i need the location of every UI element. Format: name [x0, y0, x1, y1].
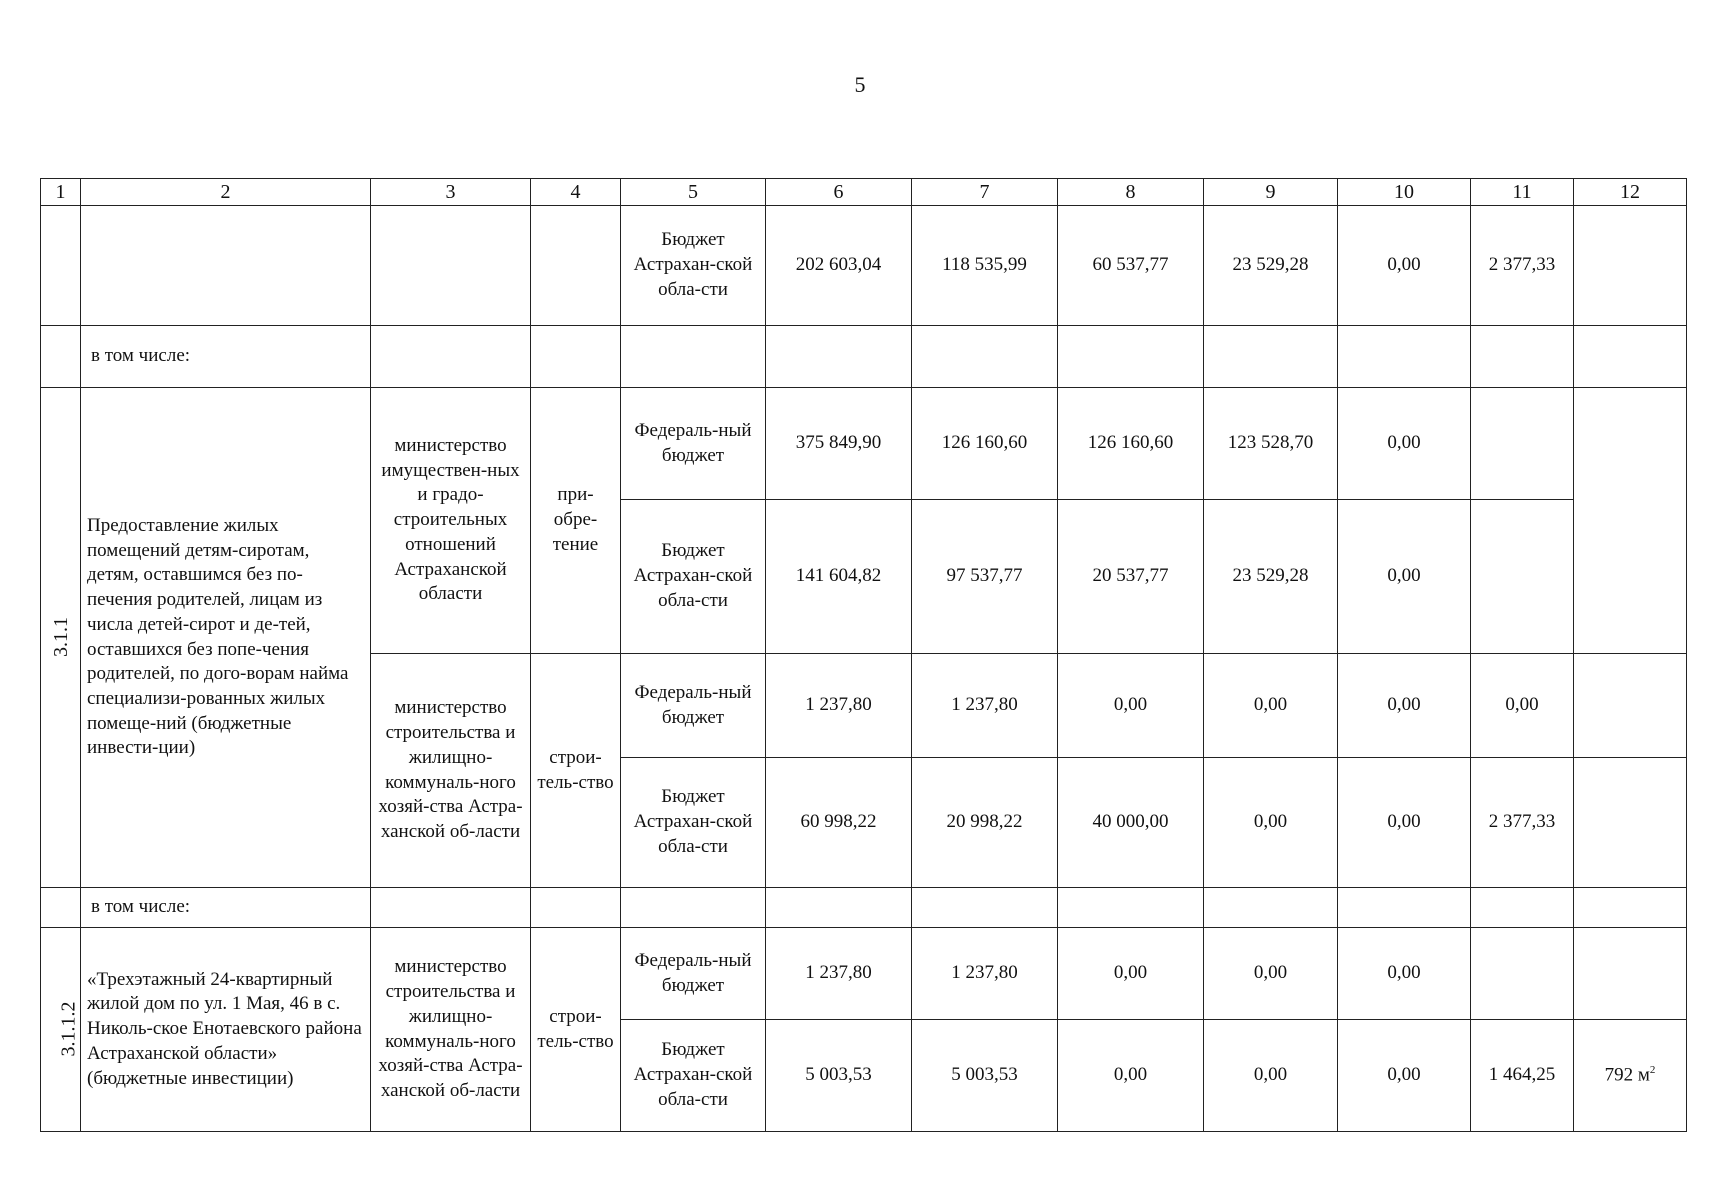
value-cell: [1471, 928, 1574, 1020]
funding-source-cell: Бюджет Астрахан-ской обла-сти: [621, 500, 766, 654]
activity-type-cell: при-обре-тение: [531, 388, 621, 654]
value-cell: 141 604,82: [766, 500, 912, 654]
page-number: 5: [854, 72, 866, 97]
value-cell: 0,00: [1338, 500, 1471, 654]
value-cell: 0,00: [1338, 206, 1471, 326]
funding-source-cell: Бюджет Астрахан-ской обла-сти: [621, 206, 766, 326]
item-number-cell: [41, 388, 81, 888]
value-cell: [1574, 206, 1687, 326]
column-number-row: [41, 179, 1687, 206]
executor-cell: министерство имуществен-ных и градо-строительных отношений Астраханской области: [371, 388, 531, 654]
funding-source-cell: Федераль-ный бюджет: [621, 654, 766, 758]
value-cell: 0,00: [1204, 758, 1338, 888]
value-cell: 202 603,04: [766, 206, 912, 326]
value-cell: 126 160,60: [912, 388, 1058, 500]
value-cell: 0,00: [1204, 928, 1338, 1020]
budget-table: [40, 178, 1687, 1132]
value-cell: [1471, 388, 1574, 500]
area-unit-superscript: 2: [1649, 1063, 1656, 1076]
value-cell: 60 998,22: [766, 758, 912, 888]
column-header: 12: [1574, 179, 1687, 206]
item-number-cell: [41, 928, 81, 1132]
value-cell: 0,00: [1338, 654, 1471, 758]
value-cell: [1574, 928, 1687, 1020]
table-row: [41, 388, 1687, 500]
column-header: 2: [81, 179, 371, 206]
value-cell: 0,00: [1058, 1020, 1204, 1132]
column-header: 3: [371, 179, 531, 206]
including-label: в том числе:: [81, 888, 371, 928]
value-cell: 1 237,80: [912, 654, 1058, 758]
column-header: 10: [1338, 179, 1471, 206]
column-header: 1: [41, 179, 81, 206]
value-cell: 40 000,00: [1058, 758, 1204, 888]
value-cell: 0,00: [1204, 654, 1338, 758]
area-cell: [1574, 1020, 1687, 1132]
item-number: 3.1.1.2: [57, 1001, 80, 1057]
value-cell: [1574, 654, 1687, 758]
table-row: [41, 928, 1687, 1020]
funding-source-cell: Федераль-ный бюджет: [621, 928, 766, 1020]
column-header: 4: [531, 179, 621, 206]
value-cell: 0,00: [1338, 758, 1471, 888]
activity-type-cell: строи-тель-ство: [531, 654, 621, 888]
item-number: 3.1.1: [50, 617, 72, 658]
value-cell: 23 529,28: [1204, 206, 1338, 326]
table-row: [41, 326, 1687, 388]
value-cell: 0,00: [1204, 1020, 1338, 1132]
column-header: 9: [1204, 179, 1338, 206]
value-cell: 97 537,77: [912, 500, 1058, 654]
item-title: Предоставление жилых помещений детям-сиротам, детям, оставшимся без по-печения родителей, лицам из числа детей-сирот и де-тей, оставшихся без попе-чения родителей, по дого-ворам найма специализи-рованных жилых помеще-ний (бюджетные инвести-ции): [81, 388, 371, 888]
executor-cell: министерство строительства и жилищно-коммуналь-ного хозяй-ства Астра-ханской об-ласти: [371, 654, 531, 888]
value-cell: 0,00: [1058, 928, 1204, 1020]
funding-source-cell: Бюджет Астрахан-ской обла-сти: [621, 1020, 766, 1132]
value-cell: [1574, 388, 1687, 654]
value-cell: 23 529,28: [1204, 500, 1338, 654]
value-cell: 1 464,25: [1471, 1020, 1574, 1132]
value-cell: 5 003,53: [912, 1020, 1058, 1132]
column-header: 11: [1471, 179, 1574, 206]
including-label: в том числе:: [81, 326, 371, 388]
value-cell: 0,00: [1338, 1020, 1471, 1132]
value-cell: 20 537,77: [1058, 500, 1204, 654]
value-cell: [1471, 500, 1574, 654]
value-cell: 0,00: [1338, 928, 1471, 1020]
value-cell: 2 377,33: [1471, 758, 1574, 888]
funding-source-cell: Федераль-ный бюджет: [621, 388, 766, 500]
executor-cell: министерство строительства и жилищно-коммуналь-ного хозяй-ства Астра-ханской об-ласти: [371, 928, 531, 1132]
table-row: [41, 206, 1687, 326]
value-cell: 0,00: [1471, 654, 1574, 758]
column-header: 5: [621, 179, 766, 206]
item-title: «Трехэтажный 24-квартирный жилой дом по ул. 1 Мая, 46 в с. Николь-ское Енотаевского района Астраханской области» (бюджетные инвестиции): [81, 928, 371, 1132]
value-cell: 118 535,99: [912, 206, 1058, 326]
value-cell: 0,00: [1338, 388, 1471, 500]
activity-type-cell: строи-тель-ство: [531, 928, 621, 1132]
funding-source-cell: Бюджет Астрахан-ской обла-сти: [621, 758, 766, 888]
value-cell: 1 237,80: [766, 928, 912, 1020]
value-cell: 60 537,77: [1058, 206, 1204, 326]
value-cell: 20 998,22: [912, 758, 1058, 888]
table-row: [41, 888, 1687, 928]
value-cell: 1 237,80: [912, 928, 1058, 1020]
value-cell: 5 003,53: [766, 1020, 912, 1132]
value-cell: 375 849,90: [766, 388, 912, 500]
value-cell: 123 528,70: [1204, 388, 1338, 500]
value-cell: 2 377,33: [1471, 206, 1574, 326]
value-cell: 126 160,60: [1058, 388, 1204, 500]
value-cell: 0,00: [1058, 654, 1204, 758]
value-cell: [1574, 758, 1687, 888]
column-header: 6: [766, 179, 912, 206]
column-header: 7: [912, 179, 1058, 206]
column-header: 8: [1058, 179, 1204, 206]
value-cell: 1 237,80: [766, 654, 912, 758]
area-value: 792 м: [1604, 1064, 1650, 1086]
